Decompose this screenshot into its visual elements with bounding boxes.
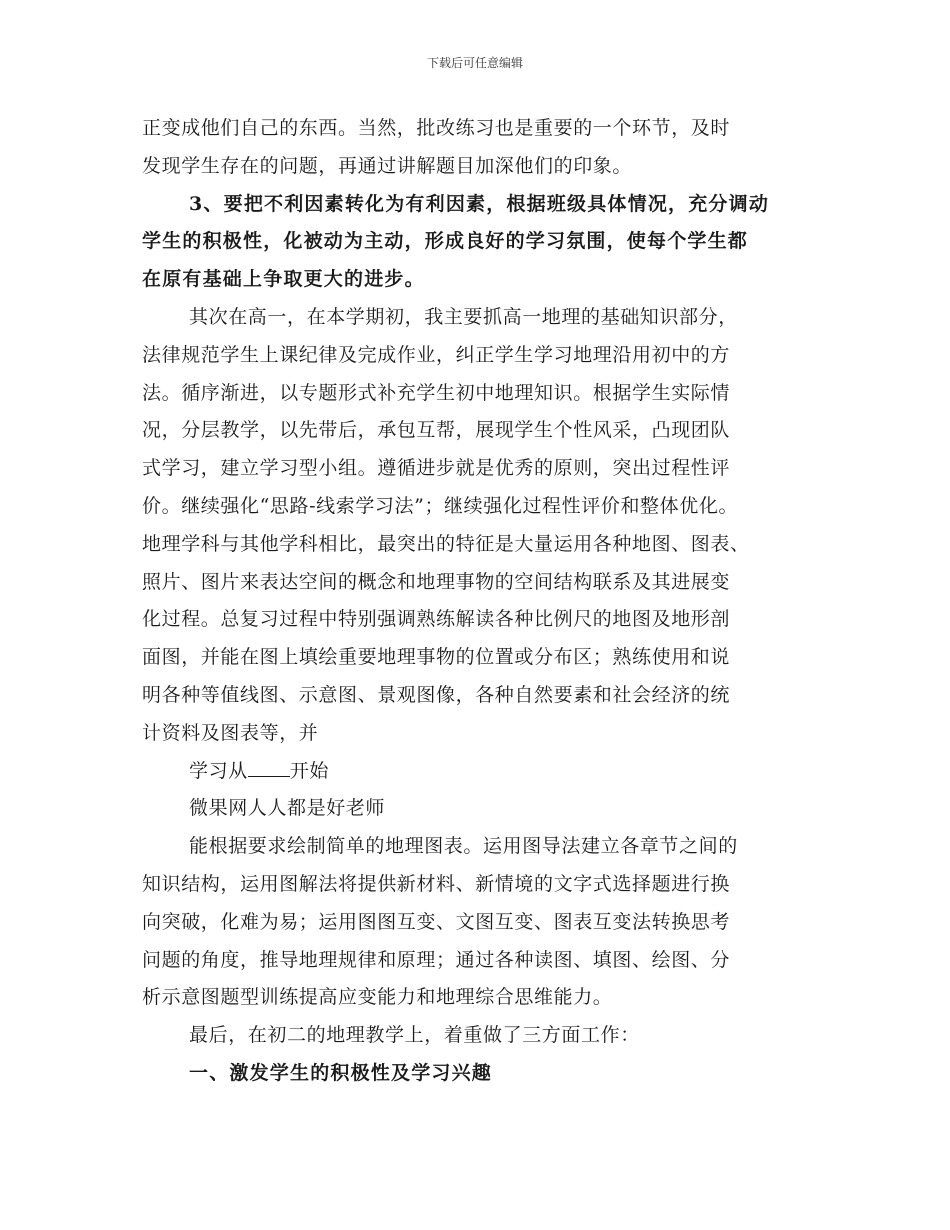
text-line: 正变成他们自己的东西。当然，批改练习也是重要的一个环节，及时 (142, 117, 731, 139)
text-line: 析示意图题型训练提高应变能力和地理综合思维能力。 (142, 986, 613, 1009)
paragraph-start-line: 能根据要求绘制简单的地理图表。运用图导法建立各章节之间的 (189, 835, 738, 858)
document-body (142, 110, 832, 1093)
text-line: 问题的角度，推导地理规律和原理；通过各种读图、填图、绘图、分 (142, 948, 731, 971)
slogan-line (142, 753, 832, 791)
text-line: 向突破，化难为易；运用图图互变、文图互变、图表互变法转换思考 (142, 910, 731, 933)
bold-point-line: 3、要把不利因素转化为有利因素，根据班级具体情况，充分调动 (189, 192, 770, 215)
text-line: 知识结构，运用图解法将提供新材料、新情境的文字式选择题进行换 (142, 872, 731, 895)
bold-point-line: 学生的积极性，化被动为主动，形成良好的学习氛围，使每个学生都 (142, 230, 749, 253)
page-header: 下载后可任意编辑 (426, 56, 523, 70)
text-line: 式学习，建立学习型小组。遵循进步就是优秀的原则，突出过程性评 (142, 457, 731, 480)
text-line: 面图，并能在图上填绘重要地理事物的位置或分布区；熟练使用和说 (142, 646, 731, 669)
text-line: 照片、图片来表达空间的概念和地理事物的空间结构联系及其进展变 (142, 570, 731, 593)
fill-blank (248, 756, 290, 777)
slogan-text-end: 开始 (289, 759, 330, 782)
paragraph-start-line: 最后，在初二的地理教学上，着重做了三方面工作： (189, 1024, 640, 1047)
text-line: 化过程。总复习过程中特别强调熟练解读各种比例尺的地图及地形剖 (142, 608, 731, 631)
section-heading: 一、激发学生的积极性及学习兴趣 (189, 1061, 493, 1084)
slogan-text-start: 学习从 (189, 759, 248, 782)
slogan-line: 微果网人人都是好老师 (189, 797, 386, 820)
text-line: 地理学科与其他学科相比，最突出的特征是大量运用各种地图、图表、 (142, 532, 750, 555)
text-line: 法。循序渐进，以专题形式补充学生初中地理知识。根据学生实际情 (142, 381, 731, 404)
paragraph-start-line: 其次在高一，在本学期初，我主要抓高一地理的基础知识部分， (189, 305, 738, 328)
bold-point-line: 在原有基础上争取更大的进步。 (142, 268, 425, 291)
text-line: 价。继续强化“思路-线索学习法”；继续强化过程性评价和整体优化。 (142, 494, 739, 517)
text-line: 法律规范学生上课纪律及完成作业，纠正学生学习地理沿用初中的方 (142, 343, 731, 366)
text-line: 发现学生存在的问题，再通过讲解题目加深他们的印象。 (142, 154, 633, 177)
text-line: 计资料及图表等，并 (142, 721, 319, 744)
text-line: 明各种等值线图、示意图、景观图像，各种自然要素和社会经济的统 (142, 683, 731, 706)
text-line: 况，分层教学，以先带后，承包互帮，展现学生个性风采，凸现团队 (142, 419, 731, 442)
